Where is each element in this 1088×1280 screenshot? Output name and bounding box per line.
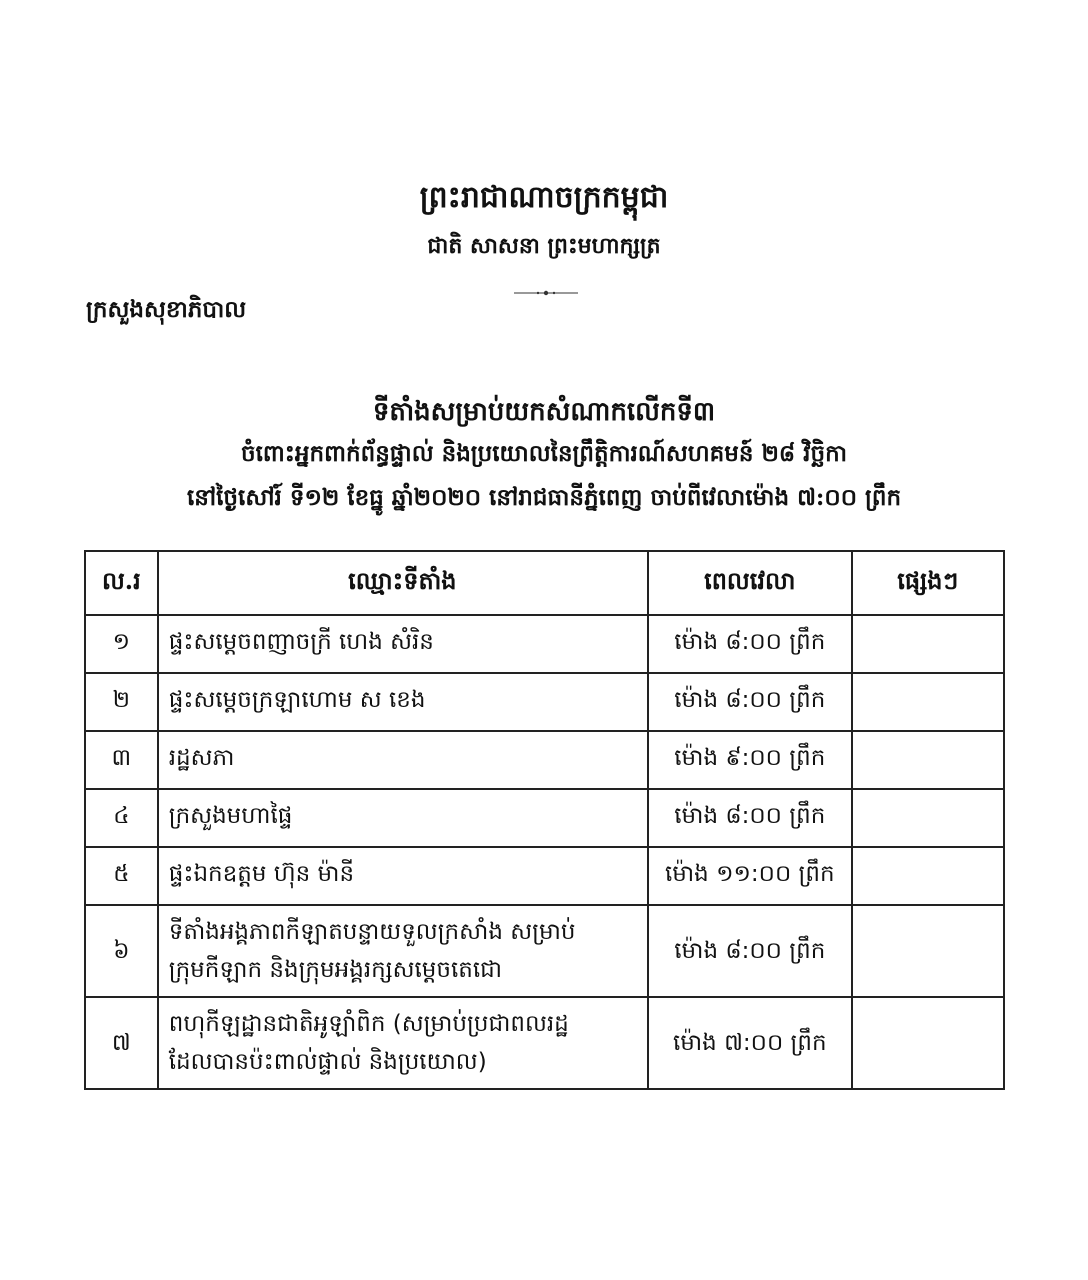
location-name-line-2: ក្រុមកីឡាក និងក្រុមអង្គរក្សសម្តេចតេជោ xyxy=(168,957,503,983)
time-cell: ម៉ោង ៨:០០ ព្រឹក xyxy=(648,615,852,673)
table-header-row xyxy=(85,551,1004,615)
location-name: ផ្ទះសម្តេចក្រឡាហោម ស ខេង xyxy=(158,673,648,731)
location-name-line-1: ទីតាំងអង្គភាពកីឡាតបន្ទាយទួលក្រសាំង សម្រាប់ xyxy=(168,919,576,945)
row-number: ៦ xyxy=(85,905,158,997)
header-number: ល.រ xyxy=(85,551,158,615)
header-other: ផ្សេងៗ xyxy=(852,551,1004,615)
national-motto: ជាតិ សាសនា ព្រះមហាក្សត្រ xyxy=(427,233,661,259)
row-number: ៣ xyxy=(85,731,158,789)
other-cell xyxy=(852,615,1004,673)
location-name-line-2: ដែលបានប៉ះពាល់ផ្ទាល់ និងប្រយោល) xyxy=(168,1049,487,1075)
table-row xyxy=(85,997,1004,1089)
location-name: ផ្ទះសម្តេចពញាចក្រី ហេង សំរិន xyxy=(158,615,648,673)
table-row xyxy=(85,905,1004,997)
title-line-2: ចំពោះអ្នកពាក់ព័ន្ធផ្ទាល់ និងប្រយោលនៃព្រឹត្តិការណ៍សហគមន៍ ២៨ វិច្ឆិកា xyxy=(241,440,847,467)
location-name: ផ្ទះឯកឧត្តម ហ៊ុន ម៉ានី xyxy=(158,847,648,905)
header-location-name: ឈ្មោះទីតាំង xyxy=(158,551,648,615)
row-number: ៥ xyxy=(85,847,158,905)
time-cell: ម៉ោង ៩:០០ ព្រឹក xyxy=(648,731,852,789)
time-cell: ម៉ោង ៨:០០ ព្រឹក xyxy=(648,673,852,731)
row-number: ៧ xyxy=(85,997,158,1089)
other-cell xyxy=(852,847,1004,905)
table-row xyxy=(85,615,1004,673)
location-name: រដ្ឋសភា xyxy=(158,731,648,789)
ministry-name: ក្រសួងសុខាភិបាល xyxy=(86,296,247,323)
location-name xyxy=(158,905,648,997)
time-cell: ម៉ោង ៧:០០ ព្រឹក xyxy=(648,997,852,1089)
table-row xyxy=(85,847,1004,905)
location-name xyxy=(158,997,648,1089)
title-line-1: ទីតាំងសម្រាប់យកសំណាកលើកទី៣ xyxy=(372,397,716,427)
title-line-3: នៅថ្ងៃសៅរ៍ ទី១២ ខែធ្នូ ឆ្នាំ២០២០ នៅរាជធានីភ្នំពេញ ចាប់ពីវេលាម៉ោង ៧:០០ ព្រឹក xyxy=(186,484,902,511)
location-name-line-1: ពហុកីឡដ្ឋានជាតិអូឡាំពិក (សម្រាប់ប្រជាពលរដ្ឋ xyxy=(168,1011,569,1037)
time-cell: ម៉ោង ១១:០០ ព្រឹក xyxy=(648,847,852,905)
row-number: ៤ xyxy=(85,789,158,847)
document-title xyxy=(0,392,1088,520)
table-row xyxy=(85,731,1004,789)
kingdom-heading: ព្រះរាជាណាចក្រកម្ពុជា xyxy=(419,180,669,215)
time-cell: ម៉ោង ៨:០០ ព្រឹក xyxy=(648,905,852,997)
other-cell xyxy=(852,673,1004,731)
row-number: ២ xyxy=(85,673,158,731)
other-cell xyxy=(852,997,1004,1089)
other-cell xyxy=(852,905,1004,997)
other-cell xyxy=(852,731,1004,789)
time-cell: ម៉ោង ៨:០០ ព្រឹក xyxy=(648,789,852,847)
table-row xyxy=(85,789,1004,847)
table-row xyxy=(85,673,1004,731)
row-number: ១ xyxy=(85,615,158,673)
other-cell xyxy=(852,789,1004,847)
header-time: ពេលវេលា xyxy=(648,551,852,615)
location-name: ក្រសួងមហាផ្ទៃ xyxy=(158,789,648,847)
sampling-locations-table xyxy=(84,550,1005,1090)
ornament-divider xyxy=(514,290,578,296)
